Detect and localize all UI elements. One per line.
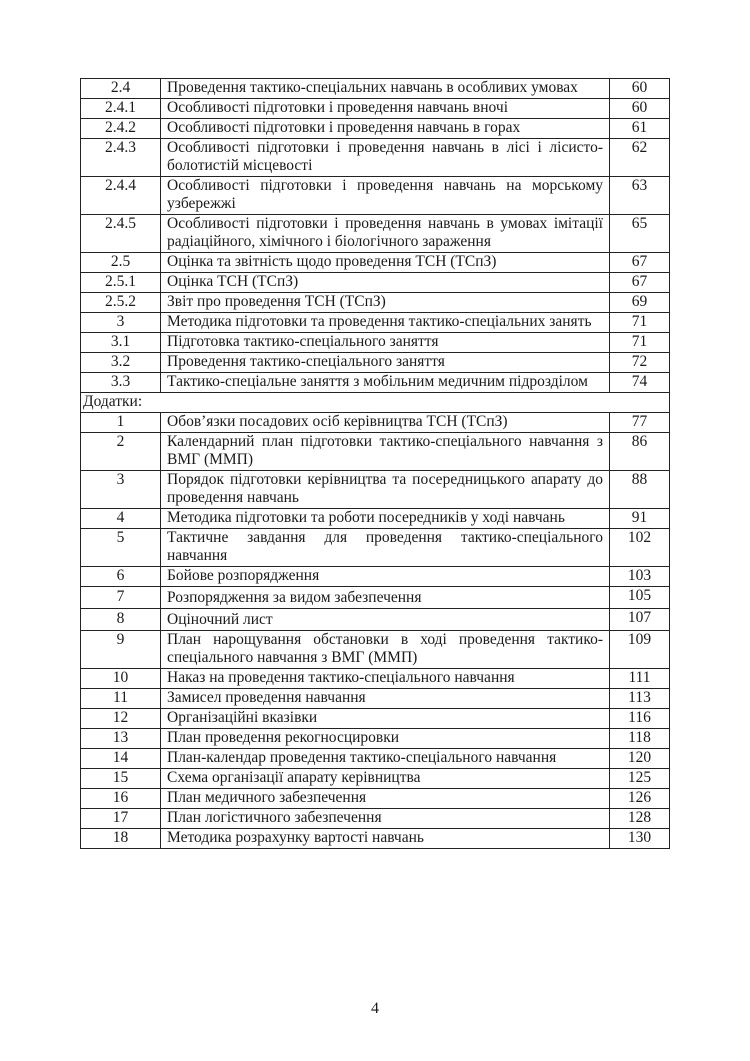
item-number: 18	[81, 829, 161, 849]
item-title: Календарний план підготовки тактико-спеціального навчання з ВМГ (ММП)	[161, 433, 610, 471]
item-number: 3	[81, 313, 161, 333]
toc-row	[81, 829, 670, 849]
item-title: Проведення тактико-спеціального заняття	[161, 353, 610, 373]
item-title: План логістичного забезпечення	[161, 809, 610, 829]
item-title: Тактичне завдання для проведення тактико-спеціального навчання	[161, 529, 610, 567]
item-page: 60	[610, 99, 670, 119]
item-title: Схема організації апарату керівництва	[161, 769, 610, 789]
item-page: 77	[610, 413, 670, 433]
item-title: Особливості підготовки і проведення навчань в лісі і лісисто-болотистій місцевості	[161, 139, 610, 177]
toc-row	[81, 273, 670, 293]
section-heading: Додатки:	[81, 393, 670, 413]
item-page: 107	[610, 609, 670, 631]
item-number: 2.4.1	[81, 99, 161, 119]
item-number: 3.3	[81, 373, 161, 393]
toc-row	[81, 433, 670, 471]
toc-row	[81, 587, 670, 609]
item-title: План-календар проведення тактико-спеціального навчання	[161, 749, 610, 769]
item-page: 72	[610, 353, 670, 373]
item-page: 63	[610, 177, 670, 215]
item-number: 2.5.1	[81, 273, 161, 293]
item-page: 91	[610, 509, 670, 529]
item-title: Обов’язки посадових осіб керівництва ТСН (ТСпЗ)	[161, 413, 610, 433]
toc-row	[81, 79, 670, 99]
item-number: 17	[81, 809, 161, 829]
toc-row	[81, 567, 670, 587]
item-page: 111	[610, 669, 670, 689]
item-number: 3	[81, 471, 161, 509]
page-number: 4	[371, 1000, 379, 1017]
item-page: 71	[610, 313, 670, 333]
item-title: Особливості підготовки і проведення навчань вночі	[161, 99, 610, 119]
item-title: Оцінка та звітність щодо проведення ТСН (ТСпЗ)	[161, 253, 610, 273]
item-title: Особливості підготовки і проведення навчань в умовах імітації радіаційного, хімічного і біологічного зараження	[161, 215, 610, 253]
toc-row	[81, 689, 670, 709]
item-number: 2.4.2	[81, 119, 161, 139]
item-page: 113	[610, 689, 670, 709]
item-page: 61	[610, 119, 670, 139]
item-page: 126	[610, 789, 670, 809]
toc-row	[81, 413, 670, 433]
toc-row	[81, 293, 670, 313]
item-page: 120	[610, 749, 670, 769]
toc-row	[81, 631, 670, 669]
item-title: Особливості підготовки і проведення навчань в горах	[161, 119, 610, 139]
item-page: 74	[610, 373, 670, 393]
item-page: 116	[610, 709, 670, 729]
item-number: 2.4.5	[81, 215, 161, 253]
item-number: 3.1	[81, 333, 161, 353]
item-title: Особливості підготовки і проведення навчань на морському узбережжі	[161, 177, 610, 215]
item-title: Замисел проведення навчання	[161, 689, 610, 709]
toc-row	[81, 253, 670, 273]
item-number: 13	[81, 729, 161, 749]
item-title: Оцінка ТСН (ТСпЗ)	[161, 273, 610, 293]
toc-section-row	[81, 393, 670, 413]
item-page: 60	[610, 79, 670, 99]
item-title: Методика підготовки та проведення тактико-спеціальних занять	[161, 313, 610, 333]
toc-row	[81, 313, 670, 333]
toc-row	[81, 373, 670, 393]
item-page: 62	[610, 139, 670, 177]
item-number: 12	[81, 709, 161, 729]
toc-row	[81, 769, 670, 789]
item-title: Бойове розпорядження	[161, 567, 610, 587]
item-page: 65	[610, 215, 670, 253]
toc-row	[81, 215, 670, 253]
item-page: 125	[610, 769, 670, 789]
toc-row	[81, 709, 670, 729]
item-page: 109	[610, 631, 670, 669]
item-page: 69	[610, 293, 670, 313]
item-title: Наказ на проведення тактико-спеціального навчання	[161, 669, 610, 689]
item-number: 11	[81, 689, 161, 709]
item-number: 2.4	[81, 79, 161, 99]
item-title: Порядок підготовки керівництва та посередницького апарату до проведення навчань	[161, 471, 610, 509]
item-number: 2.4.3	[81, 139, 161, 177]
item-number: 6	[81, 567, 161, 587]
toc-row	[81, 669, 670, 689]
item-number: 9	[81, 631, 161, 669]
item-page: 67	[610, 273, 670, 293]
item-title: Звіт про проведення ТСН (ТСпЗ)	[161, 293, 610, 313]
item-number: 3.2	[81, 353, 161, 373]
item-page: 103	[610, 567, 670, 587]
item-title: Оціночний лист	[161, 609, 610, 631]
item-page: 128	[610, 809, 670, 829]
item-number: 2.5	[81, 253, 161, 273]
item-title: Методика розрахунку вартості навчань	[161, 829, 610, 849]
item-title: Розпорядження за видом забезпечення	[161, 587, 610, 609]
item-number: 7	[81, 587, 161, 609]
item-number: 14	[81, 749, 161, 769]
toc-body	[81, 79, 670, 849]
item-number: 2.4.4	[81, 177, 161, 215]
item-title: Підготовка тактико-спеціального заняття	[161, 333, 610, 353]
item-page: 130	[610, 829, 670, 849]
toc-row	[81, 509, 670, 529]
toc-row	[81, 809, 670, 829]
item-page: 105	[610, 587, 670, 609]
item-page: 86	[610, 433, 670, 471]
item-title: План нарощування обстановки в ході проведення тактико-спеціального навчання з ВМГ (ММП)	[161, 631, 610, 669]
item-number: 16	[81, 789, 161, 809]
toc-row	[81, 729, 670, 749]
item-number: 5	[81, 529, 161, 567]
toc-row	[81, 119, 670, 139]
item-page: 118	[610, 729, 670, 749]
toc-row	[81, 177, 670, 215]
toc-row	[81, 789, 670, 809]
item-page: 67	[610, 253, 670, 273]
item-title: Проведення тактико-спеціальних навчань в особливих умовах	[161, 79, 610, 99]
toc-row	[81, 139, 670, 177]
item-number: 4	[81, 509, 161, 529]
table-of-contents	[80, 78, 670, 849]
toc-row	[81, 353, 670, 373]
item-title: Методика підготовки та роботи посередників у ході навчань	[161, 509, 610, 529]
item-number: 2.5.2	[81, 293, 161, 313]
item-number: 2	[81, 433, 161, 471]
item-title: План проведення рекогносцировки	[161, 729, 610, 749]
toc-row	[81, 99, 670, 119]
item-number: 15	[81, 769, 161, 789]
item-page: 71	[610, 333, 670, 353]
item-title: Організаційні вказівки	[161, 709, 610, 729]
item-page: 88	[610, 471, 670, 509]
item-title: План медичного забезпечення	[161, 789, 610, 809]
toc-row	[81, 749, 670, 769]
item-number: 1	[81, 413, 161, 433]
toc-row	[81, 333, 670, 353]
item-number: 10	[81, 669, 161, 689]
item-page: 102	[610, 529, 670, 567]
toc-row	[81, 529, 670, 567]
toc-row	[81, 609, 670, 631]
toc-row	[81, 471, 670, 509]
item-number: 8	[81, 609, 161, 631]
item-title: Тактико-спеціальне заняття з мобільним медичним підрозділом	[161, 373, 610, 393]
